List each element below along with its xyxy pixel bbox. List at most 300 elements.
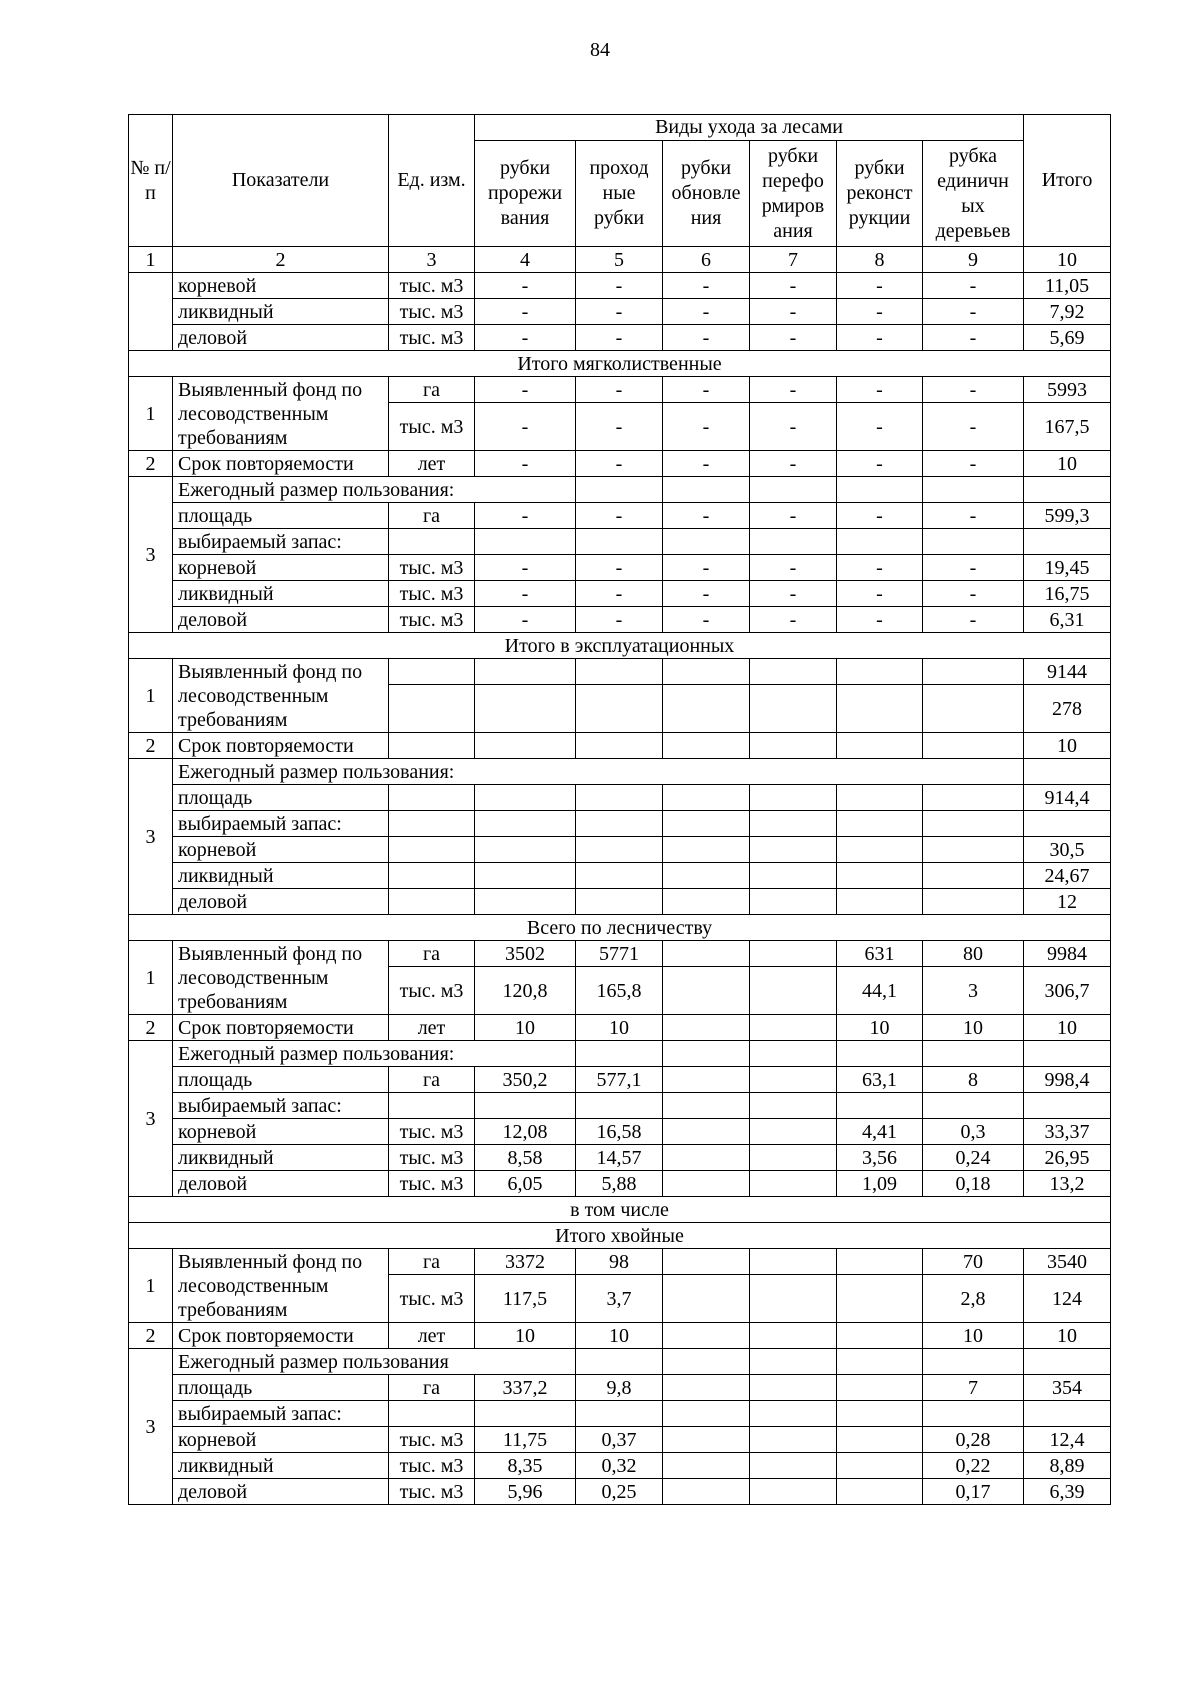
cell: 0,3 (923, 1119, 1024, 1145)
row-unit: лет (389, 1323, 475, 1349)
col-number: 9 (923, 247, 1024, 273)
cell: - (576, 273, 663, 299)
cell (923, 811, 1024, 837)
cell: - (923, 607, 1024, 633)
row-total: 19,45 (1024, 555, 1111, 581)
cell: 577,1 (576, 1067, 663, 1093)
col-number: 4 (475, 247, 576, 273)
cell: 10 (923, 1323, 1024, 1349)
cell: - (837, 325, 923, 351)
cell (1024, 759, 1111, 785)
cell: - (576, 607, 663, 633)
cell (750, 733, 837, 759)
cell (750, 1015, 837, 1041)
cell (475, 685, 576, 733)
row-label: ликвидный (173, 581, 389, 607)
row-label: площадь (173, 785, 389, 811)
row-label: Выявленный фонд по лесоводственным требованиям (173, 941, 389, 1015)
cell (663, 941, 750, 967)
row-num: 3 (129, 1349, 173, 1505)
cell (837, 1427, 923, 1453)
cell: 165,8 (576, 967, 663, 1015)
cell: - (576, 581, 663, 607)
row-num: 1 (129, 1249, 173, 1323)
cell (576, 1349, 663, 1375)
cell: 3 (923, 967, 1024, 1015)
cell: - (576, 299, 663, 325)
header-kind: рубки перефо рмиров ания (750, 141, 837, 247)
cell (750, 863, 837, 889)
cell (923, 529, 1024, 555)
cell: - (750, 555, 837, 581)
cell (389, 889, 475, 915)
cell (389, 811, 475, 837)
col-number: 8 (837, 247, 923, 273)
row-num: 2 (129, 451, 173, 477)
row-total: 13,2 (1024, 1171, 1111, 1197)
cell: - (837, 273, 923, 299)
row-label: Срок повторяемости (173, 733, 389, 759)
table-row (129, 299, 1111, 325)
row-unit: га (389, 1067, 475, 1093)
table-row (129, 451, 1111, 477)
cell (750, 889, 837, 915)
header-kind: рубка единичн ых деревьев (923, 141, 1024, 247)
cell (923, 785, 1024, 811)
cell: 1,09 (837, 1171, 923, 1197)
header-kind: рубки обновле ния (663, 141, 750, 247)
row-num: 2 (129, 1015, 173, 1041)
row-unit: тыс. м3 (389, 1275, 475, 1323)
cell: 5,88 (576, 1171, 663, 1197)
cell: 80 (923, 941, 1024, 967)
cell (750, 1041, 837, 1067)
row-total: 124 (1024, 1275, 1111, 1323)
row-label: деловой (173, 325, 389, 351)
row-total: 7,92 (1024, 299, 1111, 325)
col-number: 7 (750, 247, 837, 273)
cell (663, 1249, 750, 1275)
cell: 14,57 (576, 1145, 663, 1171)
cell (663, 1275, 750, 1323)
table-row (129, 1401, 1111, 1427)
header-unit: Ед. изм. (389, 115, 475, 247)
header-row (129, 115, 1111, 141)
table-row (129, 325, 1111, 351)
cell (750, 1145, 837, 1171)
row-label: деловой (173, 607, 389, 633)
row-label: Выявленный фонд по лесоводственным требованиям (173, 377, 389, 451)
row-label: ликвидный (173, 1145, 389, 1171)
cell: - (923, 325, 1024, 351)
row-total: 10 (1024, 451, 1111, 477)
cell: 10 (923, 1015, 1024, 1041)
row-label: Ежегодный размер пользования: (173, 477, 576, 503)
cell (663, 1401, 750, 1427)
cell: 0,18 (923, 1171, 1024, 1197)
table-row (129, 503, 1111, 529)
cell (750, 529, 837, 555)
row-label: выбираемый запас: (173, 529, 389, 555)
table-row (129, 555, 1111, 581)
cell (576, 529, 663, 555)
cell: 120,8 (475, 967, 576, 1015)
row-total: 24,67 (1024, 863, 1111, 889)
table-row (129, 889, 1111, 915)
table-row (129, 1015, 1111, 1041)
cell (576, 811, 663, 837)
row-label: выбираемый запас: (173, 811, 389, 837)
row-num: 1 (129, 659, 173, 733)
cell: - (837, 581, 923, 607)
cell (475, 1401, 576, 1427)
cell (389, 685, 475, 733)
cell: - (750, 503, 837, 529)
cell: - (750, 403, 837, 451)
cell (663, 1093, 750, 1119)
cell: - (576, 403, 663, 451)
col-number: 1 (129, 247, 173, 273)
cell (837, 1479, 923, 1505)
row-unit: га (389, 377, 475, 403)
cell: - (475, 581, 576, 607)
row-unit: га (389, 1375, 475, 1401)
cell: 2,8 (923, 1275, 1024, 1323)
table-row (129, 1375, 1111, 1401)
table-row (129, 659, 1111, 685)
cell (837, 785, 923, 811)
cell: 10 (576, 1323, 663, 1349)
cell: 337,2 (475, 1375, 576, 1401)
cell: 9,8 (576, 1375, 663, 1401)
cell: - (576, 325, 663, 351)
cell: - (663, 273, 750, 299)
cell (663, 529, 750, 555)
cell: - (750, 607, 837, 633)
table-row (129, 581, 1111, 607)
section-title: Итого мягколиственные (129, 351, 1111, 377)
cell: 5771 (576, 941, 663, 967)
cell: - (663, 555, 750, 581)
cell (837, 1275, 923, 1323)
cell (475, 733, 576, 759)
cell (663, 1349, 750, 1375)
col-number: 2 (173, 247, 389, 273)
cell (475, 863, 576, 889)
row-unit: тыс. м3 (389, 581, 475, 607)
table-row (129, 273, 1111, 299)
cell (750, 659, 837, 685)
cell (663, 785, 750, 811)
row-total: 3540 (1024, 1249, 1111, 1275)
table-row (129, 529, 1111, 555)
cell: - (837, 377, 923, 403)
cell: - (923, 403, 1024, 451)
cell (1024, 1041, 1111, 1067)
row-label: деловой (173, 1479, 389, 1505)
cell: - (475, 503, 576, 529)
cell (663, 659, 750, 685)
cell: - (750, 299, 837, 325)
table-row (129, 1067, 1111, 1093)
table-row (129, 759, 1111, 785)
section-row (129, 633, 1111, 659)
cell (576, 733, 663, 759)
table-row (129, 1349, 1111, 1375)
cell: - (837, 503, 923, 529)
page-number: 84 (590, 39, 610, 61)
cell (576, 837, 663, 863)
cell (663, 1119, 750, 1145)
row-unit: тыс. м3 (389, 607, 475, 633)
cell (576, 1093, 663, 1119)
cell: - (923, 377, 1024, 403)
cell: - (475, 377, 576, 403)
cell: - (475, 451, 576, 477)
row-unit: лет (389, 1015, 475, 1041)
table-row (129, 1119, 1111, 1145)
row-unit: га (389, 941, 475, 967)
row-unit: тыс. м3 (389, 403, 475, 451)
cell (837, 889, 923, 915)
cell (389, 1401, 475, 1427)
cell: - (750, 377, 837, 403)
row-total: 914,4 (1024, 785, 1111, 811)
row-label: ликвидный (173, 299, 389, 325)
cell (750, 1171, 837, 1197)
table-row (129, 941, 1111, 967)
cell (1024, 1093, 1111, 1119)
row-label: площадь (173, 503, 389, 529)
row-unit: га (389, 1249, 475, 1275)
cell (389, 863, 475, 889)
row-num-empty (129, 273, 173, 351)
cell: - (576, 555, 663, 581)
row-label: корневой (173, 837, 389, 863)
column-numbers-row (129, 247, 1111, 273)
cell: - (750, 325, 837, 351)
cell: 10 (475, 1323, 576, 1349)
cell (923, 1093, 1024, 1119)
cell (475, 529, 576, 555)
row-num: 1 (129, 377, 173, 451)
cell (389, 837, 475, 863)
cell: - (750, 581, 837, 607)
cell: - (923, 273, 1024, 299)
cell (837, 1453, 923, 1479)
cell (837, 1093, 923, 1119)
section-title: Итого хвойные (129, 1223, 1111, 1249)
table-row (129, 1171, 1111, 1197)
cell: 5,96 (475, 1479, 576, 1505)
row-total: 354 (1024, 1375, 1111, 1401)
cell (663, 1479, 750, 1505)
table-row (129, 1249, 1111, 1275)
header-kind: проход ные рубки (576, 141, 663, 247)
table-row (129, 837, 1111, 863)
cell (663, 837, 750, 863)
cell: - (475, 607, 576, 633)
cell (576, 1401, 663, 1427)
cell (663, 863, 750, 889)
cell (750, 1349, 837, 1375)
cell (663, 685, 750, 733)
cell: 0,37 (576, 1427, 663, 1453)
cell (837, 837, 923, 863)
cell: - (663, 503, 750, 529)
cell (475, 889, 576, 915)
cell (1024, 1401, 1111, 1427)
row-label: корневой (173, 273, 389, 299)
row-total: 167,5 (1024, 403, 1111, 451)
cell: 16,58 (576, 1119, 663, 1145)
cell: 0,32 (576, 1453, 663, 1479)
row-label: ликвидный (173, 863, 389, 889)
cell: 10 (576, 1015, 663, 1041)
header-group: Виды ухода за лесами (475, 115, 1024, 141)
cell (663, 733, 750, 759)
cell (576, 863, 663, 889)
cell (1024, 529, 1111, 555)
cell (837, 1041, 923, 1067)
cell (576, 685, 663, 733)
row-num: 2 (129, 733, 173, 759)
cell (923, 837, 1024, 863)
cell (750, 685, 837, 733)
cell (750, 811, 837, 837)
row-total: 12,4 (1024, 1427, 1111, 1453)
cell: 0,28 (923, 1427, 1024, 1453)
row-label: Срок повторяемости (173, 1323, 389, 1349)
cell (663, 967, 750, 1015)
row-total: 5,69 (1024, 325, 1111, 351)
row-total: 33,37 (1024, 1119, 1111, 1145)
row-total: 6,31 (1024, 607, 1111, 633)
cell: - (923, 555, 1024, 581)
cell: 10 (837, 1015, 923, 1041)
cell (837, 477, 923, 503)
cell: 631 (837, 941, 923, 967)
cell: 0,22 (923, 1453, 1024, 1479)
cell (663, 1453, 750, 1479)
cell: 63,1 (837, 1067, 923, 1093)
row-label: Выявленный фонд по лесоводственным требованиям (173, 659, 389, 733)
cell (475, 1093, 576, 1119)
cell: 4,41 (837, 1119, 923, 1145)
row-total: 8,89 (1024, 1453, 1111, 1479)
row-total: 30,5 (1024, 837, 1111, 863)
row-unit: тыс. м3 (389, 1427, 475, 1453)
cell: - (475, 273, 576, 299)
cell (837, 1375, 923, 1401)
row-label: Ежегодный размер пользования: (173, 1041, 576, 1067)
row-unit: лет (389, 451, 475, 477)
row-label: площадь (173, 1067, 389, 1093)
row-unit: тыс. м3 (389, 273, 475, 299)
header-indicators: Показатели (173, 115, 389, 247)
row-num: 3 (129, 1041, 173, 1197)
row-total: 306,7 (1024, 967, 1111, 1015)
cell (389, 1093, 475, 1119)
cell (750, 1067, 837, 1093)
col-number: 10 (1024, 247, 1111, 273)
row-total: 278 (1024, 685, 1111, 733)
cell (663, 1015, 750, 1041)
cell (576, 477, 663, 503)
row-total: 998,4 (1024, 1067, 1111, 1093)
cell (837, 863, 923, 889)
cell (923, 659, 1024, 685)
row-total: 16,75 (1024, 581, 1111, 607)
header-total: Итого (1024, 115, 1111, 247)
cell (750, 1375, 837, 1401)
table-row (129, 1145, 1111, 1171)
cell (389, 785, 475, 811)
cell (837, 1323, 923, 1349)
cell (576, 889, 663, 915)
table-row (129, 377, 1111, 403)
cell (1024, 477, 1111, 503)
cell (475, 785, 576, 811)
cell (837, 529, 923, 555)
section-row (129, 351, 1111, 377)
cell: 6,05 (475, 1171, 576, 1197)
row-unit: тыс. м3 (389, 1145, 475, 1171)
cell: - (923, 451, 1024, 477)
col-number: 6 (663, 247, 750, 273)
cell: - (576, 377, 663, 403)
table-row (129, 1041, 1111, 1067)
cell (923, 1401, 1024, 1427)
cell: - (837, 555, 923, 581)
row-total: 9144 (1024, 659, 1111, 685)
cell: 117,5 (475, 1275, 576, 1323)
cell (750, 1479, 837, 1505)
cell: - (837, 607, 923, 633)
row-total: 11,05 (1024, 273, 1111, 299)
cell: - (475, 403, 576, 451)
cell (923, 1041, 1024, 1067)
row-unit: тыс. м3 (389, 555, 475, 581)
cell (923, 685, 1024, 733)
table-row (129, 607, 1111, 633)
cell (663, 889, 750, 915)
cell (576, 785, 663, 811)
row-label: выбираемый запас: (173, 1093, 389, 1119)
row-label: Ежегодный размер пользования: (173, 759, 1024, 785)
cell (837, 659, 923, 685)
cell: 7 (923, 1375, 1024, 1401)
cell (663, 1171, 750, 1197)
cell: - (663, 403, 750, 451)
cell (837, 811, 923, 837)
row-total: 10 (1024, 733, 1111, 759)
section-row (129, 1223, 1111, 1249)
cell (923, 889, 1024, 915)
cell (837, 1349, 923, 1375)
row-label: ликвидный (173, 1453, 389, 1479)
cell (750, 1119, 837, 1145)
row-label: деловой (173, 1171, 389, 1197)
row-label: деловой (173, 889, 389, 915)
cell (837, 685, 923, 733)
table-row (129, 1427, 1111, 1453)
cell (923, 477, 1024, 503)
cell: - (750, 451, 837, 477)
table-row (129, 1093, 1111, 1119)
cell: - (475, 325, 576, 351)
section-title: Всего по лесничеству (129, 915, 1111, 941)
